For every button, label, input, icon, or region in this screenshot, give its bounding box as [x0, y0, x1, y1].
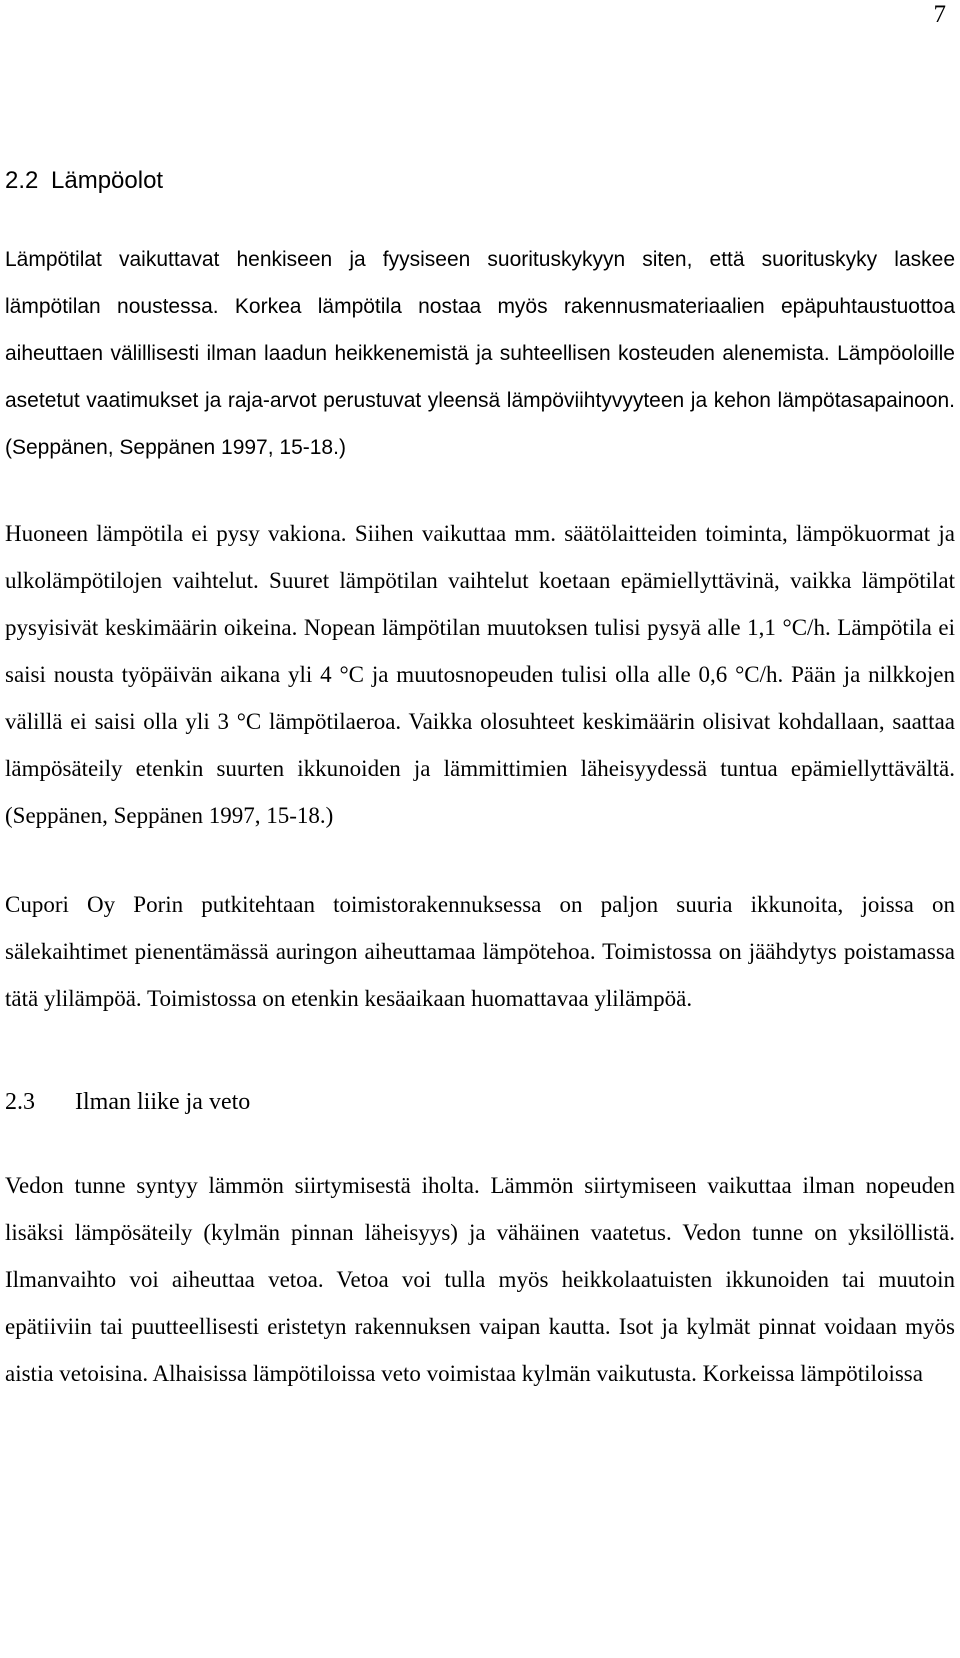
section-number: 2.3 [5, 1089, 35, 1115]
section-heading-2-3 [5, 1087, 955, 1117]
section-title: Lämpöolot [51, 167, 164, 194]
section-heading-2-2 [5, 166, 955, 196]
paragraph: Vedon tunne syntyy lämmön siirtymisestä iholta. Lämmön siirtymiseen vaikuttaa ilman nopeuden lisäksi lämpösäteily (kylmän pinnan läheisyys) ja vähäinen vaatetus. Vedon tunne on yksilöllistä. Ilmanvaihto voi aiheuttaa vetoa. Vetoa voi tulla myös heikkolaatuisten ikkunoiden tai muutoin epätiiviin tai puutteellisesti eristetyn rakennuksen vaipan kautta. Isot ja kylmät pinnat voidaan myös aistia vetoisina. Alhaisissa lämpötiloissa veto voimistaa kylmän vaikutusta. Korkeissa lämpötiloissa [5, 1173, 955, 1386]
paragraph: Lämpötilat vaikuttavat henkiseen ja fyysiseen suorituskykyyn siten, että suorituskyky laskee lämpötilan noustessa. Korkea lämpötila nostaa myös rakennusmateriaalien epäpuhtaustuottoa aiheuttaen välillisesti ilman laadun heikkenemistä ja suhteellisen kosteuden alenemista. Lämpöoloille asetetut vaatimukset ja raja-arvot perustuvat yleensä lämpöviihtyvyyteen ja kehon lämpötasapainoon. (Seppänen, Seppänen 1997, 15-18.) [5, 248, 955, 459]
section-title: Ilman liike ja veto [75, 1089, 251, 1115]
document-body [5, 166, 955, 1397]
paragraph: Cupori Oy Porin putkitehtaan toimistorakennuksessa on paljon suuria ikkunoita, joissa on sälekaihtimet pienentämässä auringon aiheuttamaa lämpötehoa. Toimistossa on jäähdytys poistamassa tätä ylilämpöä. Toimistossa on etenkin kesäaikaan huomattavaa ylilämpöä. [5, 892, 955, 1011]
section-number: 2.2 [5, 167, 39, 194]
page-number: 7 [933, 1, 946, 28]
paragraph: Huoneen lämpötila ei pysy vakiona. Siihen vaikuttaa mm. säätölaitteiden toiminta, lämpökuormat ja ulkolämpötilojen vaihtelut. Suuret lämpötilan vaihtelut koetaan epämiellyttävinä, vaikka lämpötilat pysyisivät keskimäärin oikeina. Nopean lämpötilan muutoksen tulisi pysyä alle 1,1 °C/h. Lämpötila ei saisi nousta työpäivän aikana yli 4 °C ja muutosnopeuden tulisi olla alle 0,6 °C/h. Pään ja nilkkojen välillä ei saisi olla yli 3 °C lämpötilaeroa. Vaikka olosuhteet keskimäärin olisivat kohdallaan, saattaa lämpösäteily etenkin suurten ikkunoiden ja lämmittimien läheisyydessä tuntua epämiellyttävältä. (Seppänen, Seppänen 1997, 15-18.) [5, 521, 955, 828]
